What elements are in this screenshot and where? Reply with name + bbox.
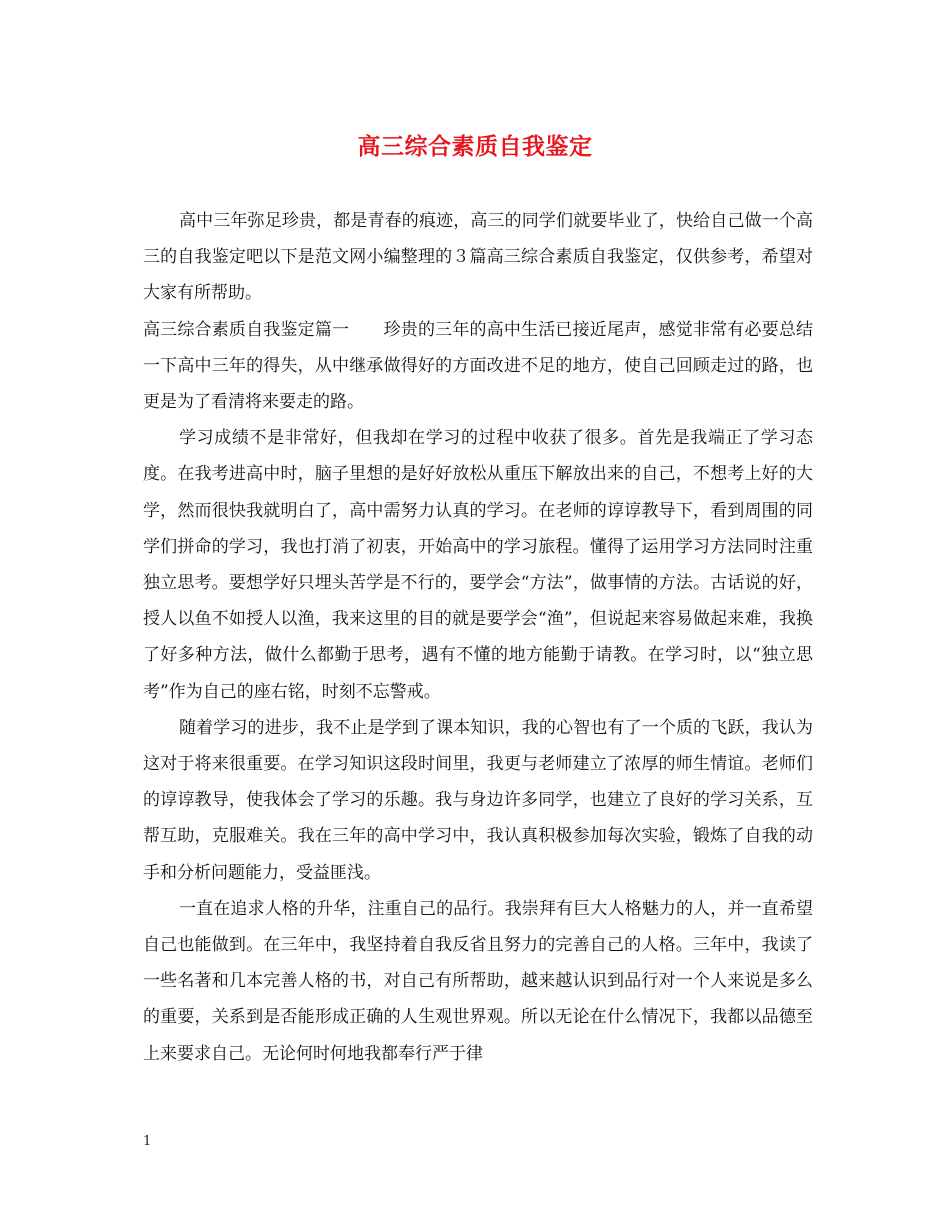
page-number: 1 bbox=[143, 1134, 152, 1149]
document-body bbox=[143, 203, 813, 1072]
paragraph-section-one-heading: 高三综合素质自我鉴定篇一 珍贵的三年的高中生活已接近尾声，感觉非常有必要总结一下高中三年的得失，从中继承做得好的方面改进不足的地方，使自己回顾走过的路，也更是为了看清将来要走的路。 bbox=[143, 319, 813, 413]
paragraph-character: 一直在追求人格的升华，注重自己的品行。我崇拜有巨大人格魅力的人，并一直希望自己也能做到。在三年中，我坚持着自我反省且努力的完善自己的人格。三年中，我读了一些名著和几本完善人格的书，对自己有所帮助，越来越认识到品行对一个人来说是多么的重要，关系到是否能形成正确的人生观世界观。所以无论在什么情况下，我都以品德至上来要求自己。无论何时何地我都奉行严于律 bbox=[143, 898, 813, 1064]
paragraph-intro: 高中三年弥足珍贵，都是青春的痕迹，高三的同学们就要毕业了，快给自己做一个高三的自我鉴定吧以下是范文网小编整理的３篇高三综合素质自我鉴定，仅供参考，希望对大家有所帮助。 bbox=[143, 211, 813, 304]
document-title: 高三综合素质自我鉴定 bbox=[357, 133, 593, 160]
paragraph-study: 学习成绩不是非常好，但我却在学习的过程中收获了很多。首先是我端正了学习态度。在我考进高中时，脑子里想的是好好放松从重压下解放出来的自己，不想考上好的大学，然而很快我就明白了，高中需努力认真的学习。在老师的谆谆教导下，看到周围的同学们拼命的学习，我也打消了初衷，开始高中的学习旅程。懂得了运用学习方法同时注重独立思考。要想学好只埋头苦学是不行的，要学会“方法”，做事情的方法。古话说的好，授人以鱼不如授人以渔，我来这里的目的就是要学会“渔”，但说起来容易做起来难，我换了好多种方法，做什么都勤于思考，遇有不懂的地方能勤于请教。在学习时，以“独立思考”作为自己的座右铭，时刻不忘警戒。 bbox=[143, 428, 813, 702]
paragraph-growth: 随着学习的进步，我不止是学到了课本知识，我的心智也有了一个质的飞跃，我认为这对于将来很重要。在学习知识这段时间里，我更与老师建立了浓厚的师生情谊。老师们的谆谆教导，使我体会了学习的乐趣。我与身边许多同学，也建立了良好的学习关系，互帮互助，克服难关。我在三年的高中学习中，我认真积极参加每次实验，锻炼了自我的动手和分析问题能力，受益匪浅。 bbox=[143, 717, 813, 883]
